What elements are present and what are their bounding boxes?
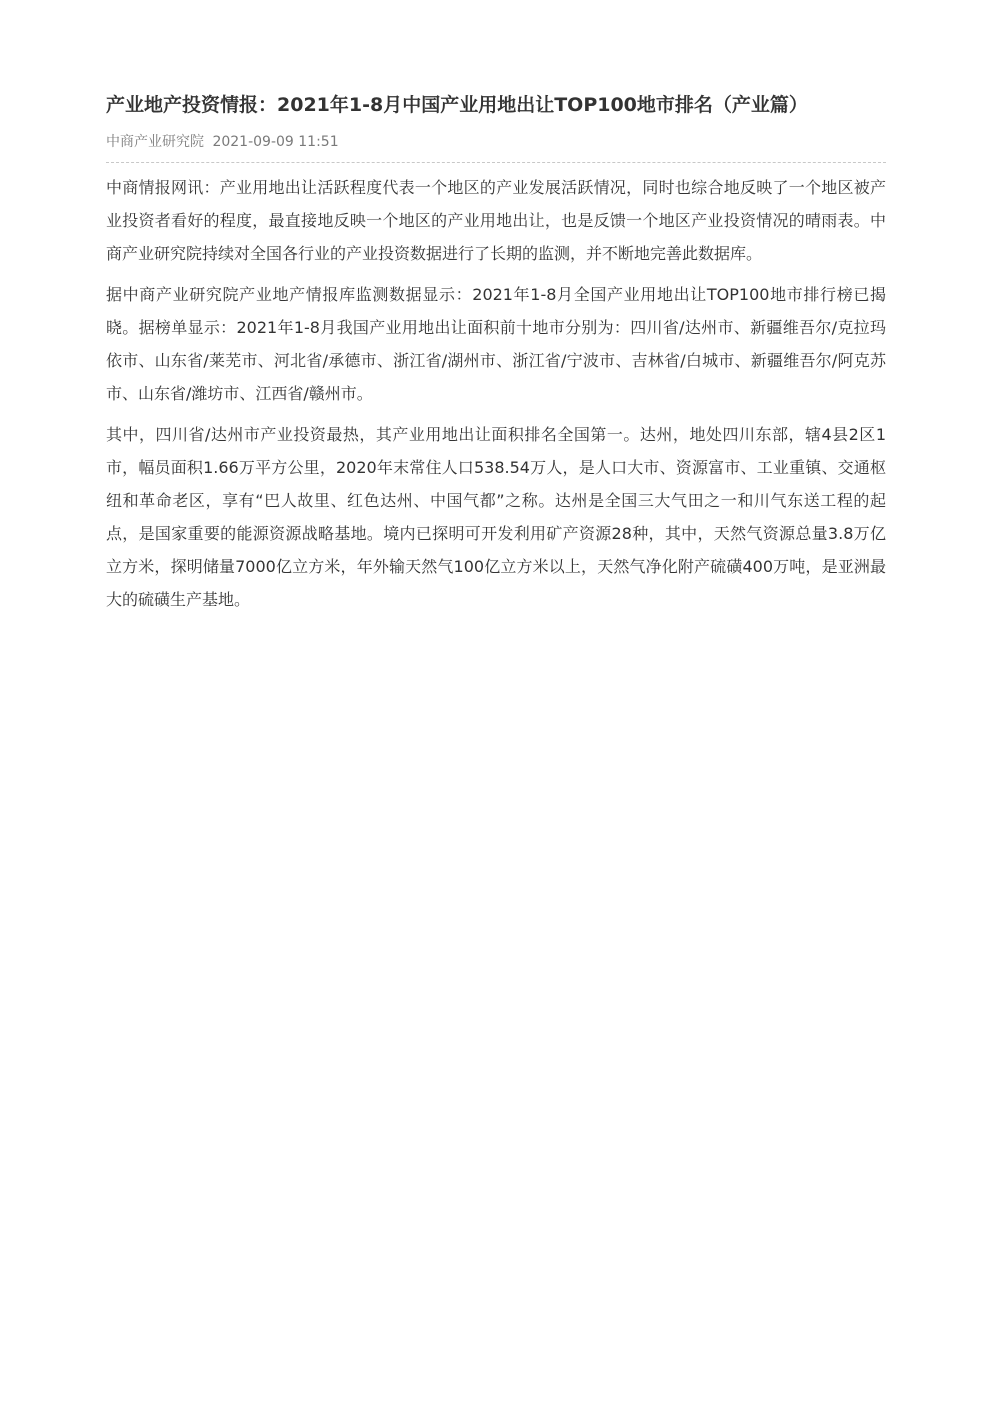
paragraph-ranking: 据中商产业研究院产业地产情报库监测数据显示：2021年1-8月全国产业用地出让TOP100地市排行榜已揭晓。据榜单显示：2021年1-8月我国产业用地出让面积前十地市分别为：四川省/达州市、新疆维吾尔/克拉玛依市、山东省/莱芜市、河北省/承德市、浙江省/湖州市、浙江省/宁波市、吉林省/白城市、新疆维吾尔/阿克苏市、山东省/潍坊市、江西省/赣州市。: [106, 285, 886, 403]
article-title: 产业地产投资情报：2021年1-8月中国产业用地出让TOP100地市排名（产业篇）: [106, 94, 808, 116]
paragraph-intro: 中商情报网讯：产业用地出让活跃程度代表一个地区的产业发展活跃情况，同时也综合地反映了一个地区被产业投资者看好的程度，最直接地反映一个地区的产业用地出让，也是反馈一个地区产业投资情况的晴雨表。中商产业研究院持续对全国各行业的产业投资数据进行了长期的监测，并不断地完善此数据库。: [106, 178, 886, 263]
article-meta: [106, 132, 886, 152]
article-body: [106, 171, 886, 616]
paragraph-dazhou: 其中，四川省/达州市产业投资最热，其产业用地出让面积排名全国第一。达州，地处四川东部，辖4县2区1市，幅员面积1.66万平方公里，2020年末常住人口538.54万人，是人口大市、资源富市、工业重镇、交通枢纽和革命老区，享有“巴人故里、红色达州、中国气都”之称。达州是全国三大气田之一和川气东送工程的起点，是国家重要的能源资源战略基地。境内已探明可开发利用矿产资源28种，其中，天然气资源总量3.8万亿立方米，探明储量7000亿立方米，年外输天然气100亿立方米以上，天然气净化附产硫磺400万吨，是亚洲最大的硫磺生产基地。: [106, 425, 886, 609]
article: [106, 88, 886, 624]
article-source: 中商产业研究院: [106, 134, 204, 150]
article-datetime: 2021-09-09 11:51: [212, 134, 339, 150]
title-divider: [106, 162, 886, 163]
